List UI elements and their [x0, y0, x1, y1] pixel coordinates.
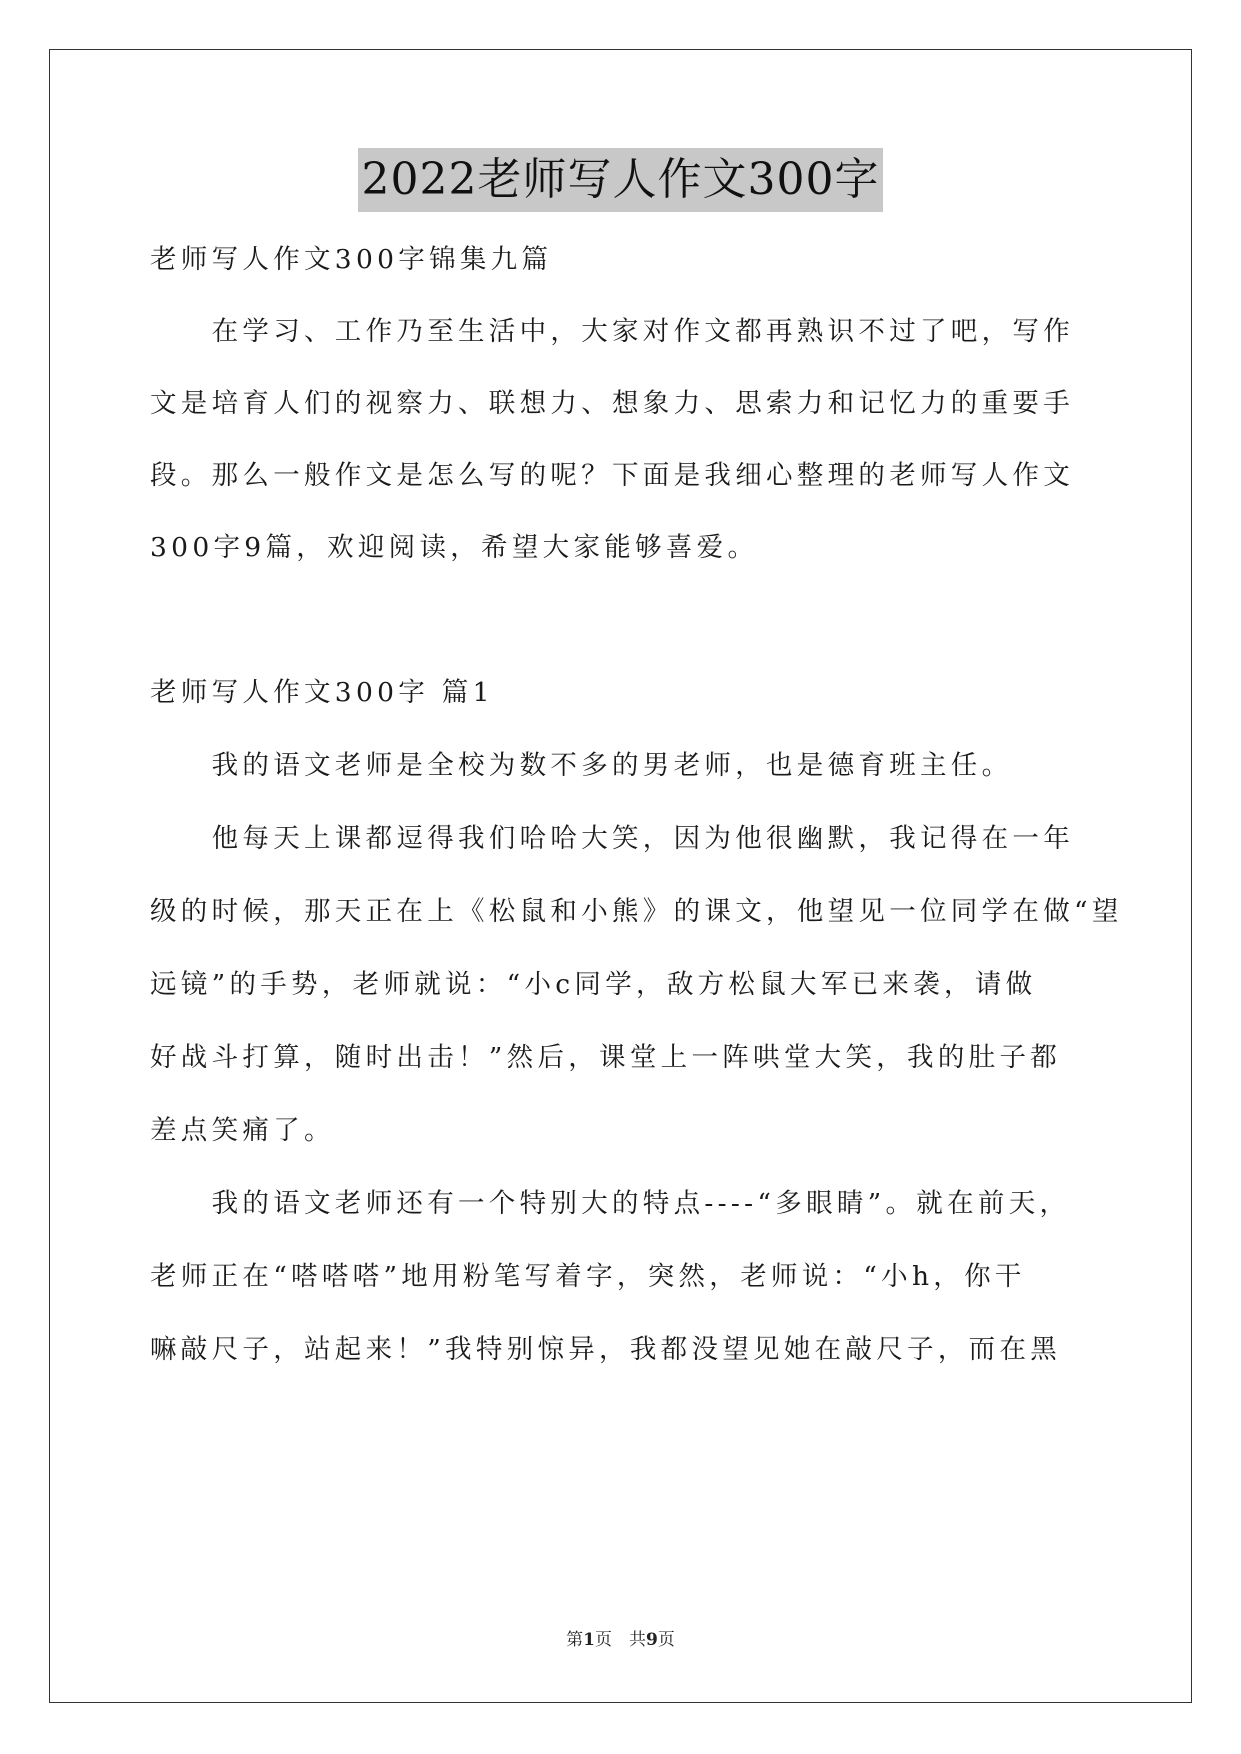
- paragraph-line: 老师正在“嗒嗒嗒”地用粉笔写着字，突然，老师说：“小h，你干: [150, 1261, 1026, 1292]
- paragraph-line: 在学习、工作乃至生活中，大家对作文都再熟识不过了吧，写作: [150, 316, 1074, 347]
- page-footer: [0, 1625, 1241, 1650]
- paragraph-line: 文是培育人们的视察力、联想力、想象力、思索力和记忆力的重要手: [150, 388, 1074, 419]
- paragraph-line: 嘛敲尺子，站起来！”我特别惊异，我都没望见她在敲尺子，而在黑: [150, 1334, 1062, 1365]
- footer-page-number: 1: [583, 1630, 595, 1650]
- footer-prefix: 第: [566, 1630, 584, 1650]
- footer-mid: 页 共: [595, 1630, 646, 1650]
- paragraph-line: 远镜”的手势，老师就说：“小c同学，敌方松鼠大军已来袭，请做: [150, 969, 1037, 1000]
- section-heading: 老师写人作文300字 篇1: [150, 677, 494, 708]
- footer-suffix: 页: [657, 1630, 675, 1650]
- page-border: [49, 49, 1192, 1703]
- paragraph-line: 级的时候，那天正在上《松鼠和小熊》的课文，他望见一位同学在做“望: [150, 896, 1123, 927]
- paragraph-line: 我的语文老师是全校为数不多的男老师，也是德育班主任。: [150, 750, 1013, 781]
- paragraph-line: 他每天上课都逗得我们哈哈大笑，因为他很幽默，我记得在一年: [150, 823, 1074, 854]
- paragraph-line: 差点笑痛了。: [150, 1115, 335, 1146]
- subtitle-line: 老师写人作文300字锦集九篇: [150, 244, 553, 275]
- paragraph-line: 好战斗打算，随时出击！”然后，课堂上一阵哄堂大笑，我的肚子都: [150, 1042, 1062, 1073]
- title-wrap: [0, 148, 1241, 212]
- paragraph-line: 300字9篇，欢迎阅读，希望大家能够喜爱。: [150, 532, 759, 563]
- footer-total-pages: 9: [646, 1630, 658, 1650]
- paragraph-line: 段。那么一般作文是怎么写的呢？下面是我细心整理的老师写人作文: [150, 460, 1074, 491]
- paragraph-line: 我的语文老师还有一个特别大的特点----“多眼睛”。就在前天，: [150, 1188, 1071, 1219]
- document-title: 2022老师写人作文300字: [358, 148, 884, 212]
